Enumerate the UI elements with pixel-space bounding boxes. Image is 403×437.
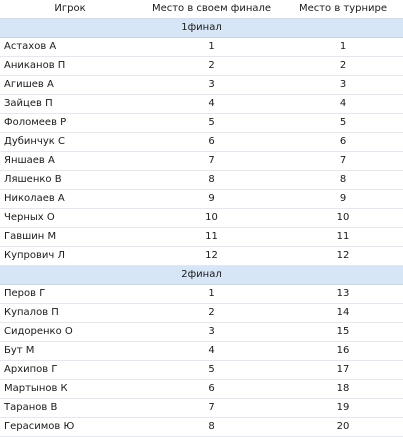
cell-final-place: 8 — [140, 418, 283, 437]
cell-final-place: 1 — [140, 38, 283, 57]
table-row[interactable] — [0, 38, 403, 57]
cell-final-place: 2 — [140, 57, 283, 76]
cell-final-place: 10 — [140, 209, 283, 228]
cell-player: Агишев А — [0, 76, 140, 95]
cell-tournament-place: 8 — [283, 171, 403, 190]
cell-player: Купрович Л — [0, 247, 140, 266]
cell-tournament-place: 9 — [283, 190, 403, 209]
cell-player: Зайцев П — [0, 95, 140, 114]
cell-player: Гавшин М — [0, 228, 140, 247]
cell-tournament-place: 19 — [283, 399, 403, 418]
cell-player: Бут М — [0, 342, 140, 361]
table-row[interactable] — [0, 228, 403, 247]
group-title: 2финал — [0, 266, 403, 285]
group-row — [0, 19, 403, 38]
table-row[interactable] — [0, 114, 403, 133]
table-row[interactable] — [0, 323, 403, 342]
cell-player: Сидоренко О — [0, 323, 140, 342]
cell-final-place: 9 — [140, 190, 283, 209]
cell-tournament-place: 20 — [283, 418, 403, 437]
table-row[interactable] — [0, 57, 403, 76]
table-row[interactable] — [0, 133, 403, 152]
cell-player: Купалов П — [0, 304, 140, 323]
cell-player: Архипов Г — [0, 361, 140, 380]
cell-player: Ляшенко В — [0, 171, 140, 190]
table-row[interactable] — [0, 342, 403, 361]
cell-player: Дубинчук С — [0, 133, 140, 152]
cell-player: Астахов А — [0, 38, 140, 57]
table-row[interactable] — [0, 76, 403, 95]
table-row[interactable] — [0, 152, 403, 171]
cell-final-place: 11 — [140, 228, 283, 247]
cell-tournament-place: 2 — [283, 57, 403, 76]
cell-tournament-place: 10 — [283, 209, 403, 228]
cell-final-place: 2 — [140, 304, 283, 323]
cell-player: Черных О — [0, 209, 140, 228]
cell-tournament-place: 3 — [283, 76, 403, 95]
cell-player: Герасимов Ю — [0, 418, 140, 437]
cell-tournament-place: 15 — [283, 323, 403, 342]
header-final-place[interactable]: Место в своем финале — [140, 0, 283, 19]
table-row[interactable] — [0, 190, 403, 209]
cell-final-place: 6 — [140, 380, 283, 399]
table-row[interactable] — [0, 418, 403, 437]
table-row[interactable] — [0, 209, 403, 228]
cell-final-place: 4 — [140, 95, 283, 114]
table-row[interactable] — [0, 399, 403, 418]
cell-tournament-place: 11 — [283, 228, 403, 247]
cell-final-place: 12 — [140, 247, 283, 266]
cell-final-place: 7 — [140, 399, 283, 418]
table-row[interactable] — [0, 171, 403, 190]
table-row[interactable] — [0, 380, 403, 399]
cell-player: Николаев А — [0, 190, 140, 209]
group-title: 1финал — [0, 19, 403, 38]
cell-tournament-place: 5 — [283, 114, 403, 133]
cell-final-place: 7 — [140, 152, 283, 171]
cell-final-place: 6 — [140, 133, 283, 152]
table-row[interactable] — [0, 247, 403, 266]
table-row[interactable] — [0, 285, 403, 304]
header-row — [0, 0, 403, 19]
cell-final-place: 5 — [140, 361, 283, 380]
cell-tournament-place: 1 — [283, 38, 403, 57]
cell-final-place: 1 — [140, 285, 283, 304]
table-row[interactable] — [0, 95, 403, 114]
table-row[interactable] — [0, 361, 403, 380]
cell-tournament-place: 13 — [283, 285, 403, 304]
cell-tournament-place: 4 — [283, 95, 403, 114]
cell-tournament-place: 7 — [283, 152, 403, 171]
header-player[interactable]: Игрок — [0, 0, 140, 19]
cell-final-place: 3 — [140, 76, 283, 95]
cell-final-place: 8 — [140, 171, 283, 190]
group-row — [0, 266, 403, 285]
cell-tournament-place: 6 — [283, 133, 403, 152]
cell-tournament-place: 12 — [283, 247, 403, 266]
cell-player: Фоломеев Р — [0, 114, 140, 133]
cell-final-place: 3 — [140, 323, 283, 342]
cell-player: Перов Г — [0, 285, 140, 304]
cell-tournament-place: 16 — [283, 342, 403, 361]
cell-tournament-place: 17 — [283, 361, 403, 380]
cell-player: Таранов В — [0, 399, 140, 418]
table-row[interactable] — [0, 304, 403, 323]
cell-tournament-place: 18 — [283, 380, 403, 399]
cell-player: Яншаев А — [0, 152, 140, 171]
cell-player: Аниканов П — [0, 57, 140, 76]
cell-final-place: 4 — [140, 342, 283, 361]
cell-player: Мартынов К — [0, 380, 140, 399]
cell-final-place: 5 — [140, 114, 283, 133]
header-tournament-place[interactable]: Место в турнире — [283, 0, 403, 19]
cell-tournament-place: 14 — [283, 304, 403, 323]
